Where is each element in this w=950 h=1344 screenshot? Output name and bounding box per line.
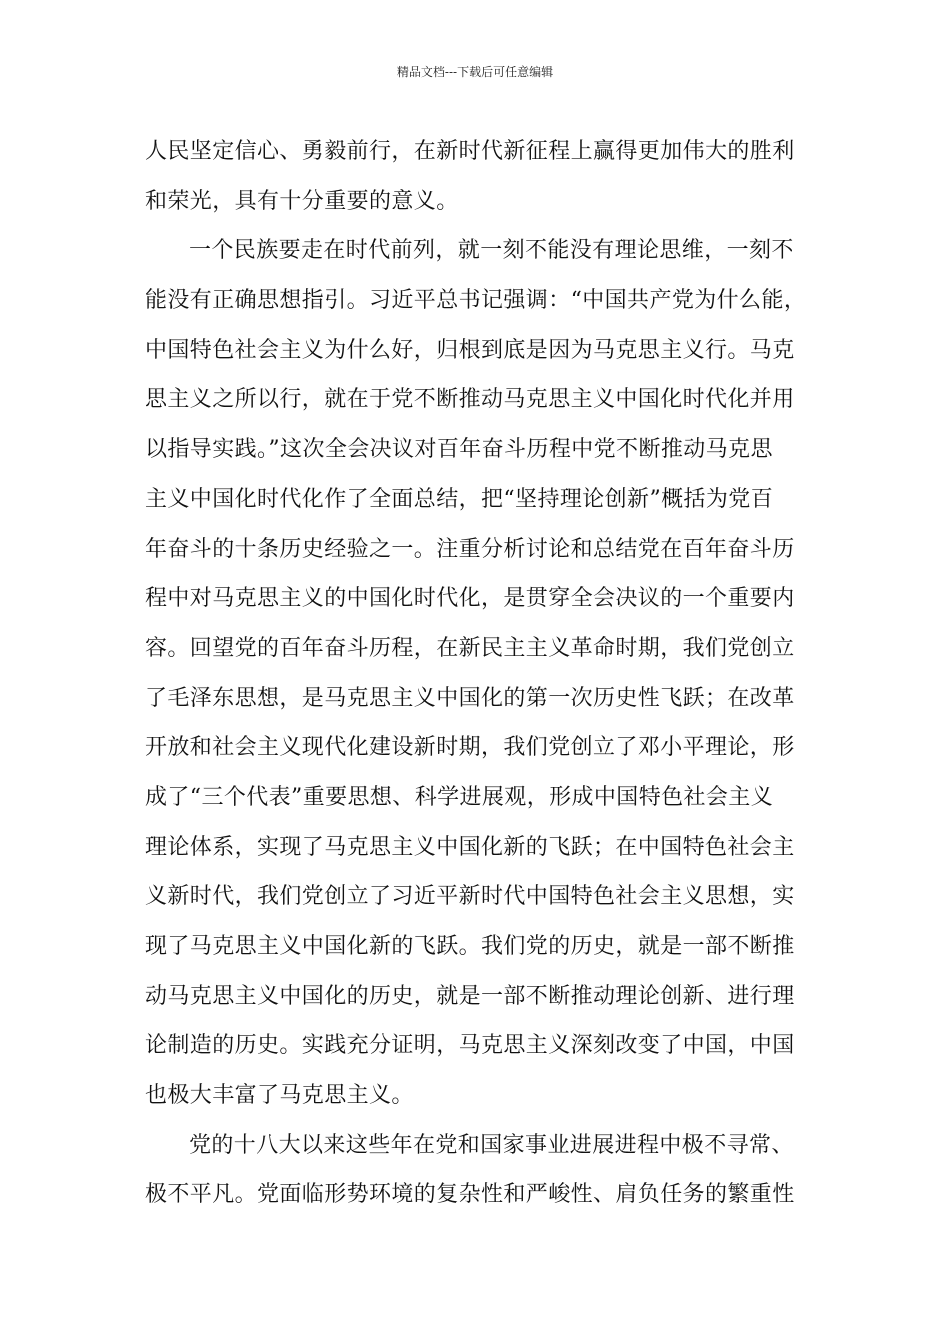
text-line: 论制造的历史。实践充分证明，马克思主义深刻改变了中国，中国 — [145, 1033, 795, 1059]
text-line: 义新时代，我们党创立了习近平新时代中国特色社会主义思想，实 — [145, 884, 795, 910]
text-line: 以指导实践。”这次全会决议对百年奋斗历程中党不断推动马克思 — [145, 437, 773, 463]
text-line: 也极大丰富了马克思主义。 — [145, 1083, 414, 1109]
text-line: 主义中国化时代化作了全面总结，把“坚持理论创新”概括为党百 — [145, 486, 774, 512]
text-line: 极不平凡。党面临形势环境的复杂性和严峻性、肩负任务的繁重性 — [145, 1182, 795, 1208]
paragraph-2 — [145, 226, 825, 1120]
text-line: 成了“三个代表”重要思想、科学进展观，形成中国特色社会主义 — [145, 784, 774, 810]
text-line: 年奋斗的十条历史经验之一。注重分析讨论和总结党在百年奋斗历 — [145, 536, 795, 562]
text-line: 和荣光，具有十分重要的意义。 — [145, 188, 459, 214]
text-line: 中国特色社会主义为什么好，归根到底是因为马克思主义行。马克 — [145, 337, 795, 363]
text-line: 动马克思主义中国化的历史，就是一部不断推动理论创新、进行理 — [145, 983, 795, 1009]
body-text — [145, 127, 825, 1220]
text-line: 党的十八大以来这些年在党和国家事业进展进程中极不寻常、 — [189, 1132, 794, 1158]
text-line: 现了马克思主义中国化新的飞跃。我们党的历史，就是一部不断推 — [145, 934, 795, 959]
paragraph-3 — [145, 1121, 825, 1220]
text-line: 人民坚定信心、勇毅前行，在新时代新征程上赢得更加伟大的胜利 — [145, 139, 795, 164]
text-line: 了毛泽东思想，是马克思主义中国化的第一次历史性飞跃；在改革 — [145, 685, 795, 711]
text-line: 程中对马克思主义的中国化时代化，是贯穿全会决议的一个重要内 — [145, 586, 795, 612]
text-line: 容。回望党的百年奋斗历程，在新民主主义革命时期，我们党创立 — [145, 635, 795, 661]
page-header: 精品文档---下载后可任意编辑 — [396, 65, 554, 79]
text-line: 能没有正确思想指引。习近平总书记强调：“中国共产党为什么能， — [145, 288, 807, 314]
text-line: 理论体系，实现了马克思主义中国化新的飞跃；在中国特色社会主 — [145, 834, 795, 860]
paragraph-1 — [145, 127, 825, 226]
text-line: 开放和社会主义现代化建设新时期，我们党创立了邓小平理论，形 — [145, 735, 795, 761]
text-line: 一个民族要走在时代前列，就一刻不能没有理论思维，一刻不 — [189, 238, 794, 264]
text-line: 思主义之所以行，就在于党不断推动马克思主义中国化时代化并用 — [145, 387, 795, 413]
